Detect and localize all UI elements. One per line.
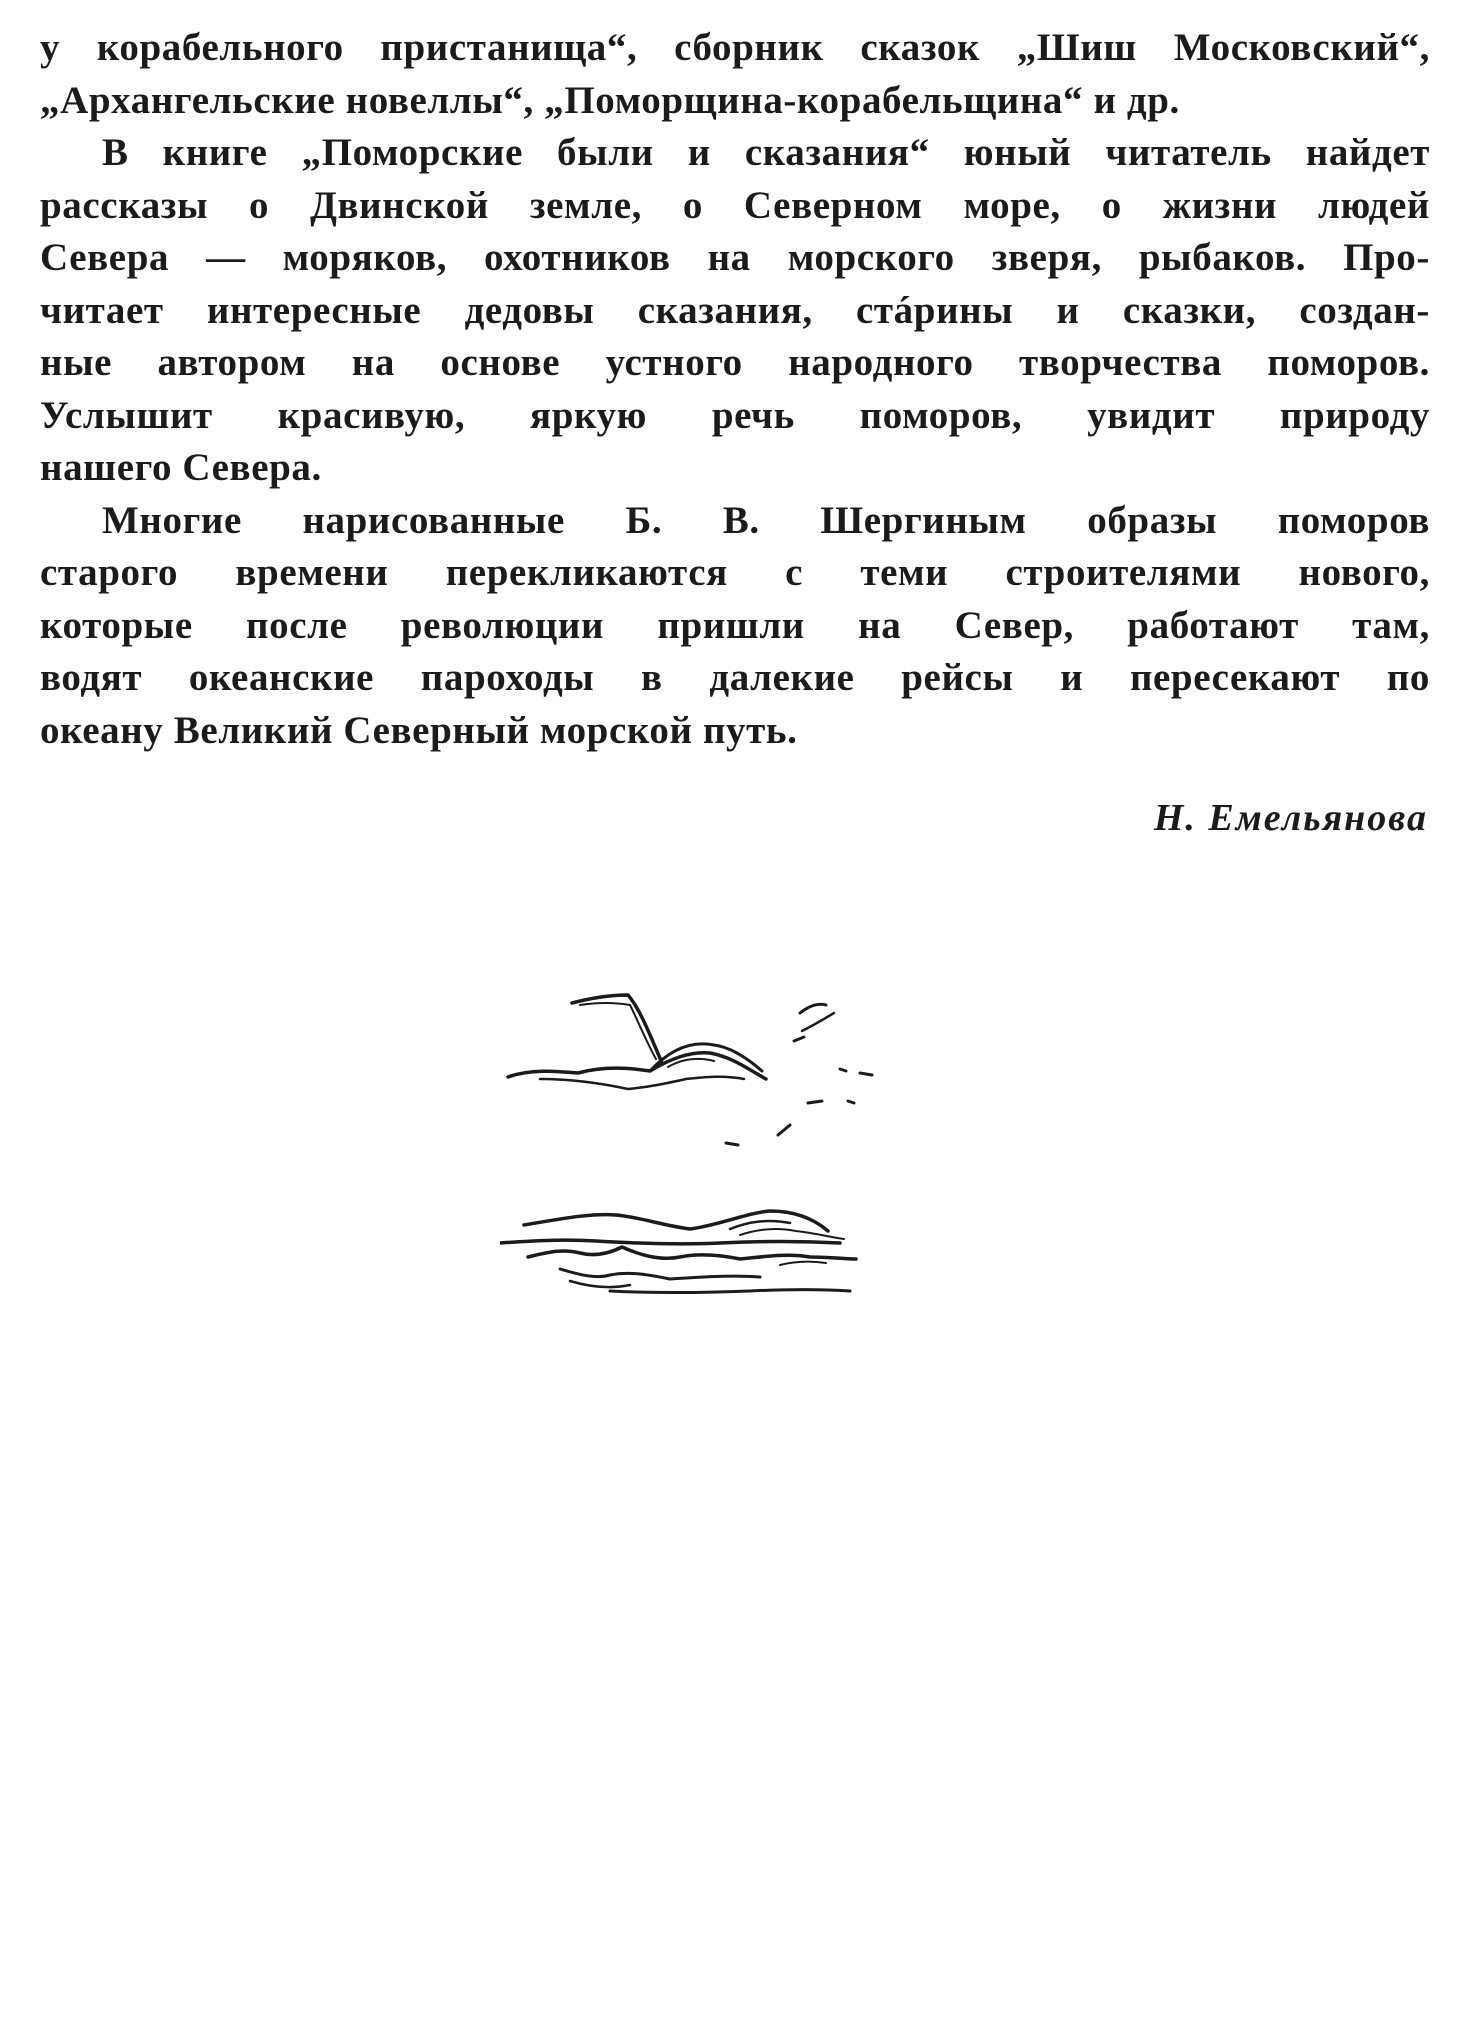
- text-line: „Архангельские новеллы“, „Поморщина-корабельщина“ и др.: [40, 78, 1180, 122]
- fleck: [778, 1125, 790, 1135]
- wave-line: [780, 1262, 826, 1265]
- fleck: [726, 1143, 738, 1145]
- wave-line: [528, 1247, 856, 1259]
- text-line: водят океанские пароходы в далекие рейсы и пересекают по: [40, 656, 1430, 699]
- text-line: читает интересные дедовы сказания, стáрины и сказки, создан-: [40, 288, 1430, 332]
- text-line: рассказы о Двинской земле, о Северном море, о жизни людей: [40, 183, 1430, 227]
- text-line: старого времени перекликаются с теми строителями нового,: [40, 551, 1430, 594]
- fleck: [860, 1073, 872, 1075]
- text-line: ные автором на основе устного народного творчества поморов.: [40, 341, 1430, 384]
- fleck: [848, 1101, 854, 1103]
- text-line: В книге „Поморские были и сказания“ юный читатель найдет: [102, 131, 1430, 174]
- text-line: которые после революции пришли на Север, работают там,: [40, 603, 1430, 647]
- fleck: [794, 1037, 804, 1041]
- wave-line: [500, 1240, 840, 1244]
- wave-line: [570, 1281, 630, 1287]
- text-line: Севера — моряков, охотников на морского зверя, рыбаков. Про-: [40, 236, 1430, 279]
- text-line: нашего Севера.: [40, 446, 322, 489]
- wave-line: [730, 1221, 790, 1229]
- text-line: у корабельного пристанища“, сборник сказок „Шиш Московский“,: [40, 26, 1430, 69]
- fleck: [808, 1101, 822, 1103]
- fleck: [840, 1069, 846, 1071]
- paragraph-3: [40, 495, 1430, 758]
- text-line: Услышит красивую, яркую речь поморов, увидит природу: [40, 393, 1430, 437]
- gull-body-lower: [540, 1077, 744, 1089]
- paragraph-2: [40, 127, 1430, 495]
- gull-wing-raised-inner: [580, 1003, 656, 1059]
- text-page: [40, 22, 1430, 757]
- text-line: океану Великий Северный морской путь.: [40, 708, 798, 752]
- author-signature: Н. Емельянова: [1153, 797, 1428, 839]
- seagulls-over-sea-illustration: [500, 975, 980, 1355]
- distant-bird: [800, 1004, 826, 1013]
- distant-bird: [802, 1013, 834, 1031]
- wave-line: [560, 1269, 760, 1279]
- gull-body: [508, 1053, 766, 1079]
- paragraph-1: [40, 22, 1430, 127]
- text-line: Многие нарисованные Б. В. Шергиным образы поморов: [102, 498, 1430, 542]
- wave-line: [610, 1290, 850, 1293]
